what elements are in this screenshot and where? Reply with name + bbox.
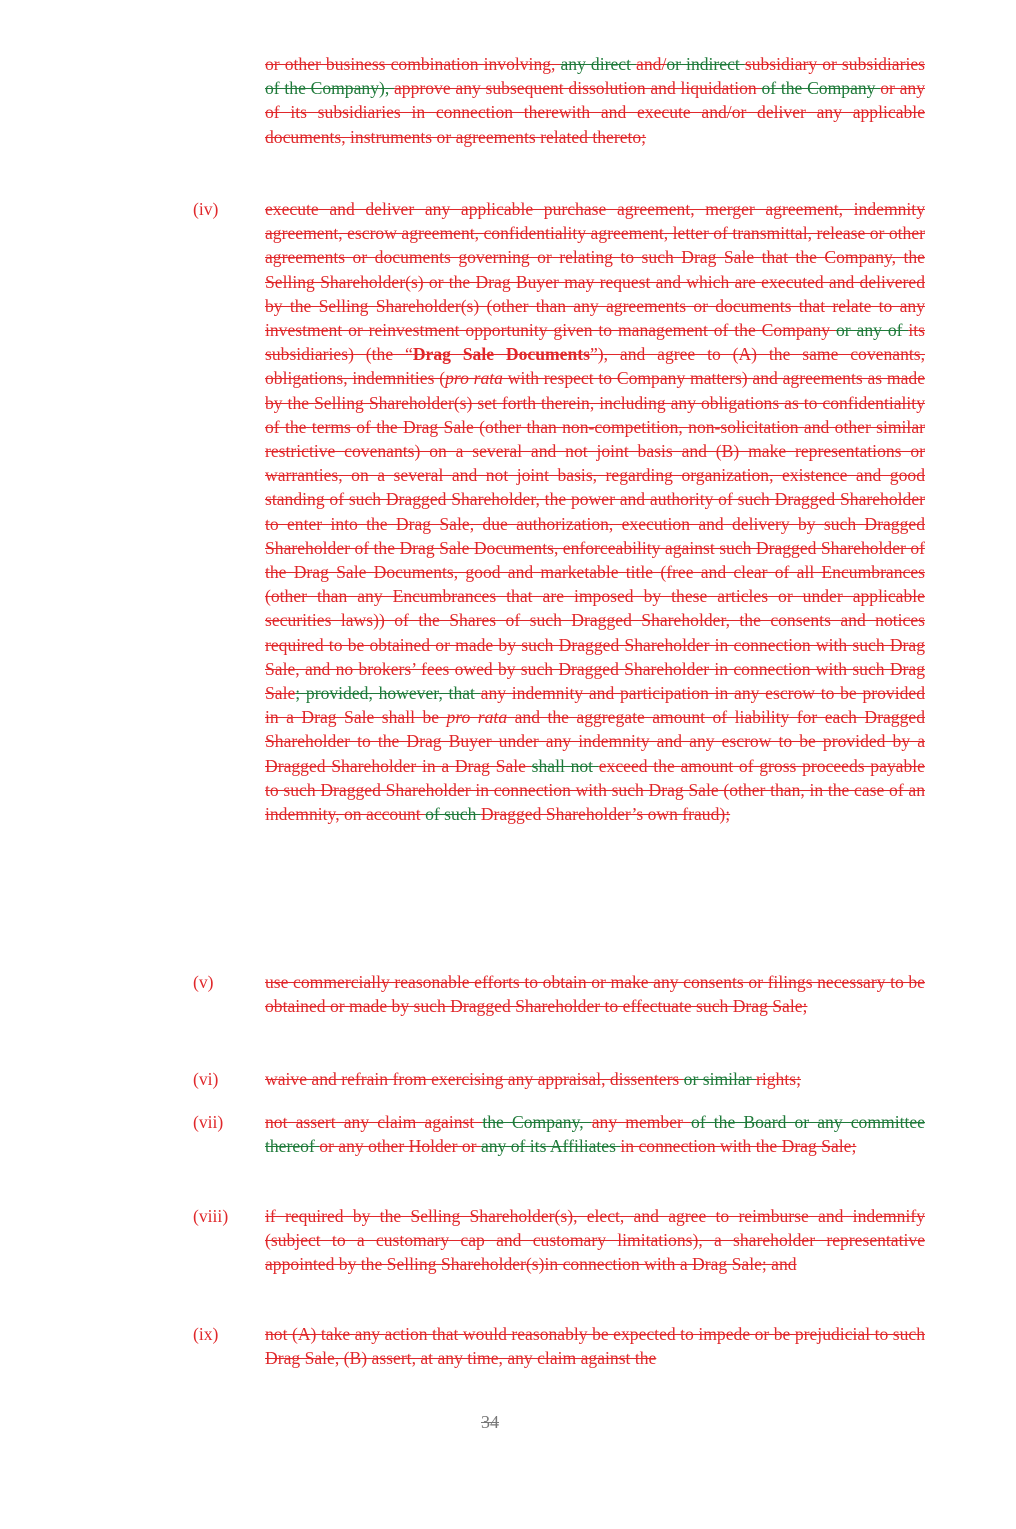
deleted-text-segment: in connection with the Drag Sale; — [620, 1136, 857, 1157]
item-number-vi: (vi) — [193, 1069, 219, 1089]
page-number: 34 — [481, 1412, 499, 1432]
paragraph-iv — [265, 197, 925, 826]
deleted-text-segment: not (A) take any action that would reasonably be expected to impede or be prejudicial to such Drag Sale, (B) assert, at any time, any claim against the — [265, 1324, 925, 1369]
item-number-iv: (iv) — [193, 199, 219, 219]
deleted-text-segment: and/ — [636, 54, 667, 74]
deleted-text-segment: approve any subsequent dissolution and liquidation — [394, 78, 762, 99]
deleted-text-segment: or similar — [683, 1069, 756, 1089]
deleted-text-segment: of the Board or any committee thereof — [265, 1112, 925, 1157]
deleted-text-segment: or indirect — [666, 54, 745, 74]
deleted-text-segment: the Company, — [482, 1112, 592, 1132]
deleted-text-segment: shall not — [531, 755, 599, 776]
deleted-text-segment: of the Company — [761, 78, 881, 99]
deleted-text-segment: any direct — [560, 54, 637, 74]
deleted-text-segment: ”), and agree to (A) the same covenants, obligations, indemnities ( — [265, 344, 926, 389]
deleted-text-segment: of the Company), — [265, 78, 394, 99]
deleted-text-segment: its subsidiaries) (the “ — [265, 320, 925, 365]
item-number-vii: (vii) — [193, 1112, 224, 1132]
deleted-text-segment: pro rata — [445, 368, 503, 389]
deleted-text-segment: or any of its subsidiaries in connection therewith and execute and/or deliver any applicable documents, instruments or agreements related thereto; — [265, 78, 926, 147]
paragraph-v — [265, 970, 925, 1018]
deleted-text-segment: any indemnity and participation in any escrow to be provided in a Drag Sale shall be — [265, 683, 925, 728]
paragraph-continuation — [265, 52, 925, 149]
deleted-text-segment: or other business combination involving, — [265, 54, 561, 74]
deleted-text-segment: with respect to Company matters) and agreements as made by the Selling Shareholder(s) set forth therein, including any obligations as to confidentiality of the terms of the Drag Sale (other than non-competition, non-solicitation and other similar restrictive covenants) on a several and not joint basis and (B) make representations or warranties, on a several and not joint basis, regarding organization, existence and good standing of such Dragged Shareholder, the power and authority of such Dragged Shareholder to enter into the Drag Sale, due authorization, execution and delivery by such Dragged Shareholder of the Drag Sale Documents, enforceability against such Dragged Shareholder of the Drag Sale Documents, good and marketable title (free and clear of all Encumbrances (other than any Encumbrances that are imposed by these articles or under applicable securities laws)) of the Shares of such Dragged Shareholder, the consents and notices required to be obtained or made by such Dragged Shareholder in connection with such Drag Sale, and no brokers’ fees owed by such Dragged Shareholder in connection with such Drag Sale — [265, 368, 926, 704]
deleted-text-segment: not assert any claim against — [265, 1112, 483, 1132]
deleted-text-segment: rights; — [756, 1069, 801, 1089]
deleted-text-segment: Drag Sale Documents — [412, 344, 590, 365]
deleted-text-segment: any of its Affiliates — [480, 1136, 621, 1157]
deleted-text-segment: waive and refrain from exercising any appraisal, dissenters — [265, 1069, 684, 1089]
item-number-v: (v) — [193, 972, 214, 992]
deleted-text-segment: or any of — [835, 320, 909, 341]
paragraph-vii — [265, 1110, 925, 1158]
deleted-text-segment: use commercially reasonable efforts to obtain or make any consents or filings necessary to be obtained or made by such Dragged Shareholder to effectuate such Drag Sale; — [265, 972, 925, 1017]
deleted-text-segment: subsidiary or subsidiaries — [744, 54, 925, 74]
paragraph-vi — [265, 1067, 925, 1091]
deleted-text-segment: any member — [591, 1112, 692, 1132]
paragraph-viii — [265, 1204, 925, 1277]
paragraph-ix — [265, 1322, 925, 1370]
item-number-ix: (ix) — [193, 1324, 219, 1344]
deleted-text-segment: if required by the Selling Shareholder(s), elect, and agree to reimburse and indemnify (subject to a customary cap and customary limitations), a shareholder representative appointed by the Selling Shareholder(s)in connection with a Drag Sale; and — [265, 1206, 925, 1275]
item-number-viii: (viii) — [193, 1206, 229, 1226]
deleted-text-segment: Dragged Shareholder’s own fraud); — [480, 804, 731, 825]
deleted-text-segment: pro rata — [446, 707, 508, 728]
deleted-text-segment: ; provided, however, that — [295, 683, 481, 704]
deleted-text-segment: execute and deliver any applicable purchase agreement, merger agreement, indemnity agreement, escrow agreement, confidentiality agreement, letter of transmittal, release or other agreements or documents governing or relating to such Drag Sale that the Company, the Selling Shareholder(s) or the Drag Buyer may request and which are executed and delivered by the Selling Shareholder(s) (other than any agreements or documents that relate to any investment or reinvestment opportunity given to management of the Company — [265, 199, 925, 341]
deleted-text-segment: of such — [425, 804, 481, 825]
deleted-text-segment: and the aggregate amount of liability for each Dragged Shareholder to the Drag Buyer under any indemnity and any escrow to be provided by a Dragged Shareholder in a Drag Sale — [265, 707, 925, 776]
deleted-text-segment: or any other Holder or — [319, 1136, 481, 1157]
deleted-text-segment: exceed the amount of gross proceeds payable to such Dragged Shareholder in connection with such Drag Sale (other than, in the case of an indemnity, on account — [265, 755, 925, 825]
